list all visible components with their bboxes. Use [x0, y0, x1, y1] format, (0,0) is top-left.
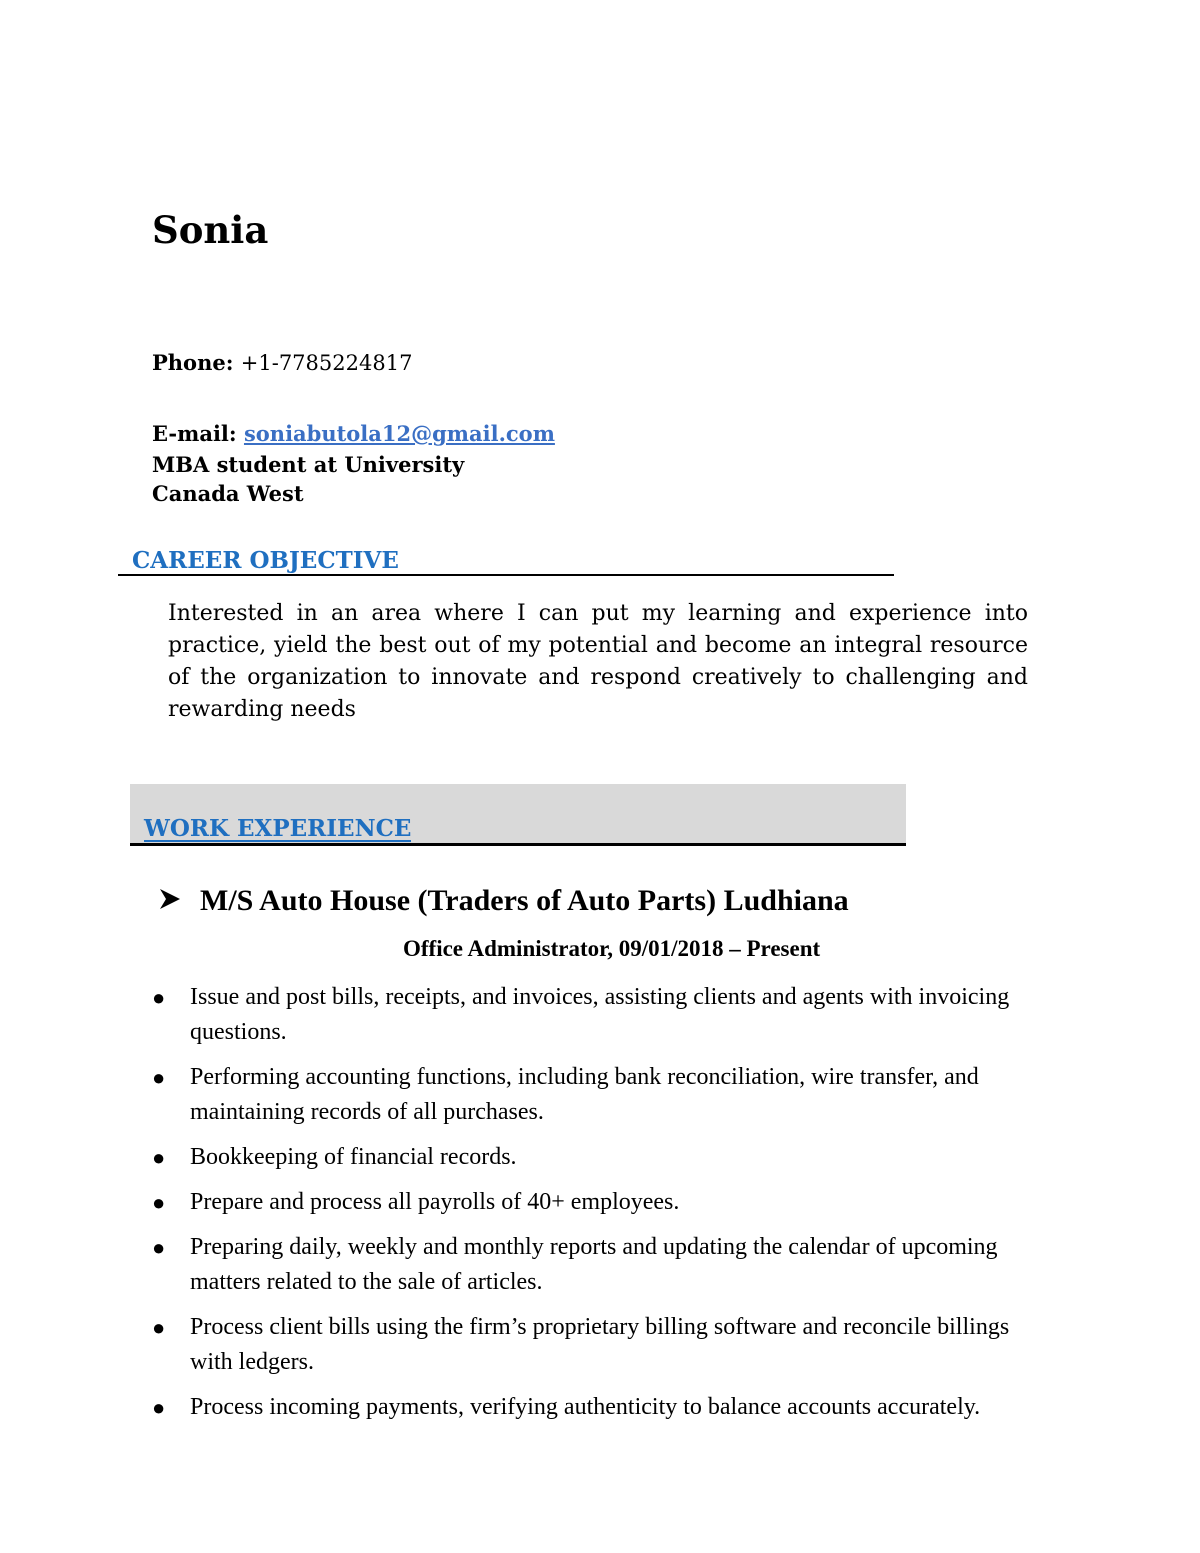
status-line-2: Canada West — [152, 481, 304, 506]
duty-text: Bookkeeping of financial records. — [190, 1144, 517, 1170]
bullet-icon: ● — [152, 1190, 166, 1215]
email-label: E-mail: — [152, 421, 237, 446]
career-objective-heading — [118, 545, 894, 576]
phone-line — [152, 350, 412, 375]
list-item — [152, 1140, 1012, 1175]
list-item — [152, 1230, 1012, 1300]
resume-name: Sonia — [152, 208, 269, 252]
bullet-icon: ● — [152, 1065, 166, 1090]
duties-list — [152, 980, 1012, 1435]
list-item — [152, 1185, 1012, 1220]
duty-text: Performing accounting functions, including bank reconciliation, wire transfer, and maintaining records of all purchases. — [190, 1064, 979, 1125]
list-item — [152, 1310, 1012, 1380]
career-objective-text: Interested in an area where I can put my learning and experience into practice, yield the best out of my potential and become an integral resource of the organization to innovate and respond creatively to challenging and rewarding needs — [168, 601, 1028, 722]
duty-text: Process incoming payments, verifying authenticity to balance accounts accurately. — [190, 1394, 981, 1420]
list-item — [152, 1390, 1012, 1425]
bullet-icon: ● — [152, 1145, 166, 1170]
job-role: Office Administrator, 09/01/2018 – Present — [403, 936, 821, 961]
bullet-icon: ● — [152, 1315, 166, 1340]
duty-text: Issue and post bills, receipts, and invoices, assisting clients and agents with invoicing questions. — [190, 984, 1010, 1045]
work-experience-title: WORK EXPERIENCE — [144, 815, 412, 842]
duty-text: Process client bills using the firm’s proprietary billing software and reconcile billings with ledgers. — [190, 1314, 1010, 1375]
career-objective-title: CAREER OBJECTIVE — [132, 547, 399, 574]
bullet-icon: ● — [152, 985, 166, 1010]
arrow-bullet-icon — [158, 884, 184, 918]
email-line — [152, 421, 555, 446]
company-name: M/S Auto House (Traders of Auto Parts) Ludhiana — [200, 884, 849, 917]
bullet-icon: ● — [152, 1395, 166, 1420]
email-link[interactable]: soniabutola12@gmail.com — [243, 421, 555, 446]
bullet-icon: ● — [152, 1235, 166, 1260]
phone-label: Phone: — [152, 350, 234, 375]
list-item — [152, 1060, 1012, 1130]
duty-text: Prepare and process all payrolls of 40+ employees. — [190, 1189, 680, 1215]
phone-value: +1-7785224817 — [240, 351, 413, 375]
list-item — [152, 980, 1012, 1050]
status-line-1: MBA student at University — [152, 452, 465, 477]
company-line — [158, 884, 849, 918]
work-experience-heading — [130, 784, 906, 846]
duty-text: Preparing daily, weekly and monthly reports and updating the calendar of upcoming matters related to the sale of articles. — [190, 1234, 998, 1295]
